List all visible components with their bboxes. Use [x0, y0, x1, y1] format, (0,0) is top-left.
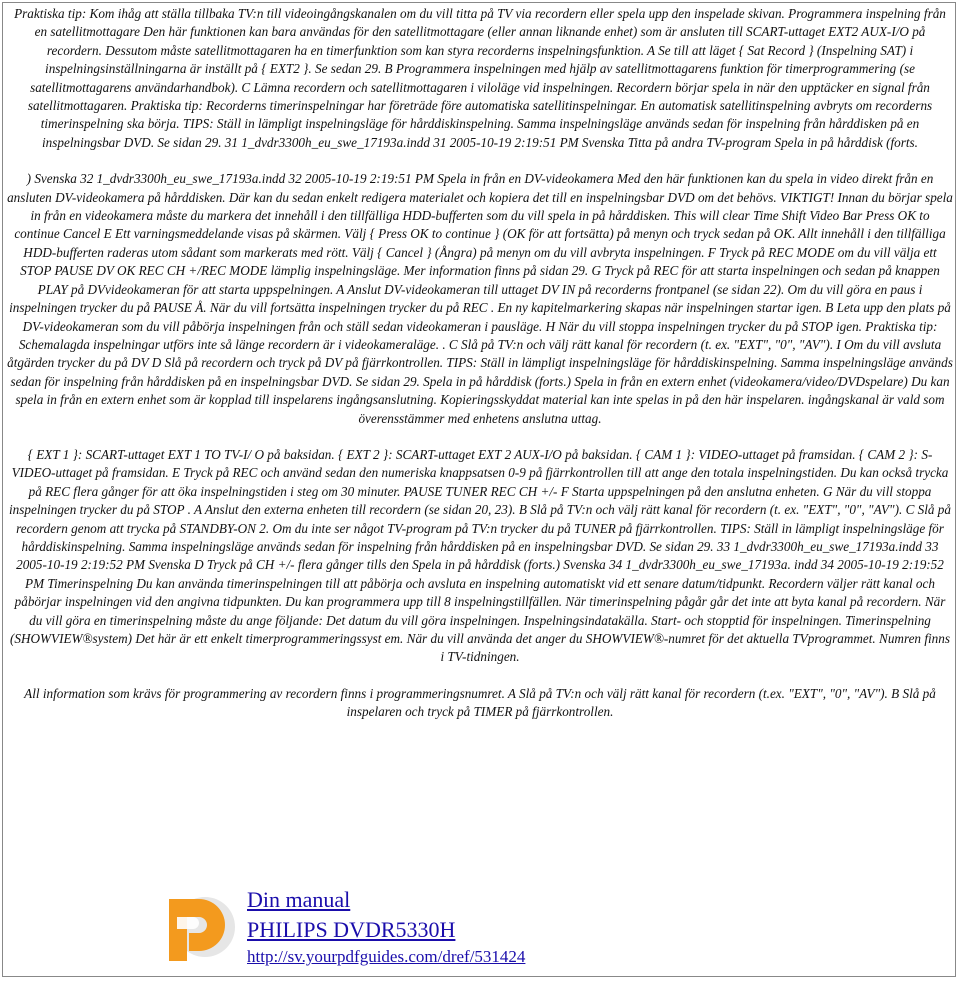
product-link[interactable]: PHILIPS DVDR5330H: [247, 917, 456, 942]
paragraph-satellite-recording: Praktiska tip: Kom ihåg att ställa tillbaka TV:n till videoingångskanalen om du vill titta på TV via recordern eller spela upp den inspelade skivan. Programmera inspelning från en satellitmottagare Den här funktionen kan bara användas för den satellitmottagare (eller annan liknande enhet) som är ansluten till SCART-uttaget EXT2 AUX-I/O på recordern. Dessutom måste satellitmottagaren ha en timerfunktion som kan styra recorderns inspelningsfunktion. A Se till att läget { Sat Record } (Inspelning SAT) i inspelningsinställningarna är inställt på { EXT2 }. Se sedan 29. B Programmera inspelningen med hjälp av satellitmottagarens funktion för timerprogrammering (se satellitmottagarens användarhandbok). C Lämna recordern och satellitmottagaren i viloläge vid inspelningen. Recordern börjar spela in när den upptäcker en signal från satellitmottagaren. Praktiska tip: Recorderns timerinspelningar har företräde före automatiska satellitinspelningar. En automatisk satellitinspelning avbryts om recorderns timerinspelning ska börja. TIPS: Ställ in lämpligt inspelningsläge för hårddiskinspelning. Samma inspelningsläge används sedan för inspelning från hårddisken på en inspelningsbar DVD. Se sidan 29. 31 1_dvdr3300h_eu_swe_17193a.indd 31 2005-10-19 2:19:51 PM Svenska Titta på andra TV-program Spela in på hårddisk (forts.: [14, 6, 946, 150]
document-body: [7, 5, 953, 722]
paragraph-gap: [7, 667, 953, 685]
manual-link[interactable]: Din manual: [247, 887, 351, 912]
paragraph-dv-camcorder: ) Svenska 32 1_dvdr3300h_eu_swe_17193a.indd 32 2005-10-19 2:19:51 PM Spela in från en DV-videokamera Med den här funktionen kan du spela in video direkt från en ansluten DV-videokamera på hårddisken. Där kan du sedan enkelt redigera materialet och kopiera det till en inspelningsbar DVD om det behövs. VIKTIGT! Innan du börjar spela in från en videokamera måste du markera det innehåll i den tillfälliga HDD-bufferten som du vill spela in på hårddisken. This will clear Time Shift Video Bar Press OK to continue Cancel E Ett varningsmeddelande visas på skärmen. Välj { Press OK to continue } (OK för att fortsätta) på menyn och tryck sedan på OK. Allt innehåll i den tillfälliga HDD-bufferten raderas utom sådant som markerats med rött. Välj { Cancel } (Ångra) på menyn om du vill avbryta inspelningen. F Tryck på REC MODE om du vill välja ett STOP PAUSE DV OK REC CH +/REC MODE lämplig inspelningsläge. Mer information finns på sidan 29. G Tryck på REC för att starta inspelningen och sedan på knappen PLAY på DVvideokameran för att starta uppspelningen. A Anslut DV-videokameran till uttaget DV IN på recorderns frontpanel (se sidan 22). Om du vill göra en paus i inspelningen trycker du på PAUSE Å. När du vill fortsätta inspelningen trycker du på REC . En ny kapitelmarkering skapas när inspelningen startar igen. B Leta upp den plats på DV-videokameran som du vill påbörja inspelningen från och ställ sedan videokameran i pausläge. H När du vill stoppa inspelningen trycker du på STOP igen. Praktiska tip: Schemalagda inspelningar utförs inte så länge recordern är i videokameraläge. . C Slå på TV:n och välj rätt kanal för recordern (t. ex. "EXT", "0", "AV"). I Om du vill avsluta åtgärden trycker du på DV D Slå på recordern och tryck på DV på fjärrkontrollen. TIPS: Ställ in lämpligt inspelningsläge för hårddiskinspelning. Samma inspelningsläge används sedan för inspelning från hårddisken på en inspelningsbar DVD. Se sidan 29. Spela in på hårddisk (forts.) Spela in från en extern enhet (videokamera/video/DVDspelare) Du kan spela in från en extern enhet som är kopplad till inspelarens ingångsanslutning. Kopieringsskyddat material kan inte spelas in på den här inspelaren. ingångskanal är vald som överensstämmer med enhetens anslutna uttag.: [7, 171, 953, 426]
paragraph-gap: [7, 152, 953, 170]
paragraph-programming: All information som krävs för programmering av recordern finns i programmeringsnumret. A Slå på TV:n och välj rätt kanal för recordern (t.ex. "EXT", "0", "AV"). B Slå på inspelaren och tryck på TIMER på fjärrkontrollen.: [24, 685, 936, 720]
url-link[interactable]: http://sv.yourpdfguides.com/dref/531424: [247, 947, 526, 966]
document-page: [2, 2, 956, 977]
paragraph-gap: [7, 428, 953, 446]
paragraph-external-device: { EXT 1 }: SCART-uttaget EXT 1 TO TV-I/ O på baksidan. { EXT 2 }: SCART-uttaget EXT 2 AUX-I/O på baksidan. { CAM 1 }: VIDEO-uttaget på framsidan. { CAM 2 }: S-VIDEO-uttaget på framsidan. E Tryck på REC och använd sedan den numeriska knappsatsen 0-9 på fjärrkontrollen till att ange den totala inspelningstiden. Du kan också trycka på REC flera gånger för att öka inspelningstiden i steg om 30 minuter. PAUSE TUNER REC CH +/- F Starta uppspelningen på den anslutna enheten. G När du vill stoppa inspelningen trycker du på STOP . A Anslut den externa enheten till recordern (se sidan 20, 23). B Slå på TV:n och välj rätt kanal för recordern (t. ex. "EXT", "0", "AV"). C Slå på recordern genom att trycka på STANDBY-ON 2. Om du inte ser något TV-program på TV:n trycker du på TUNER på fjärrkontrollen. TIPS: Ställ in lämpligt inspelningsläge för hårddiskinspelning. Samma inspelningsläge används sedan för inspelning från hårddisken på en inspelningsbar DVD. Se sidan 29. 33 1_dvdr3300h_eu_swe_17193a.indd 33 2005-10-19 2:19:52 PM Svenska D Tryck på CH +/- flera gånger tills den Spela in på hårddisk (forts.) Svenska 34 1_dvdr3300h_eu_swe_17193a. indd 34 2005-10-19 2:19:52 PM Timerinspelning Du kan använda timerinspelningen till att påbörja och avsluta en inspelning automatiskt vid ett senare datum/tidpunkt. Recordern väljer rätt kanal och påbörjar inspelningen vid den angivna tidpunkten. Du kan programmera upp till 8 inspelningstillfällen. När timerinspelning pågår går det inte att byta kanal på recordern. När du vill göra en timerinspelning måste du ange följande: Det datum du vill göra inspelningen. Inspelningsindatakälla. Start- och stopptid för inspelningen. Timerinspelning (SHOWVIEW®system) Det här är ett enkelt timerprogrammeringssyst em. När du vill använda det anger du SHOWVIEW®-numret för det aktuella TVprogrammet. Numren finns i TV-tidningen.: [8, 446, 951, 665]
footer-links: [247, 885, 525, 969]
pdfguides-logo-icon: [159, 887, 237, 965]
